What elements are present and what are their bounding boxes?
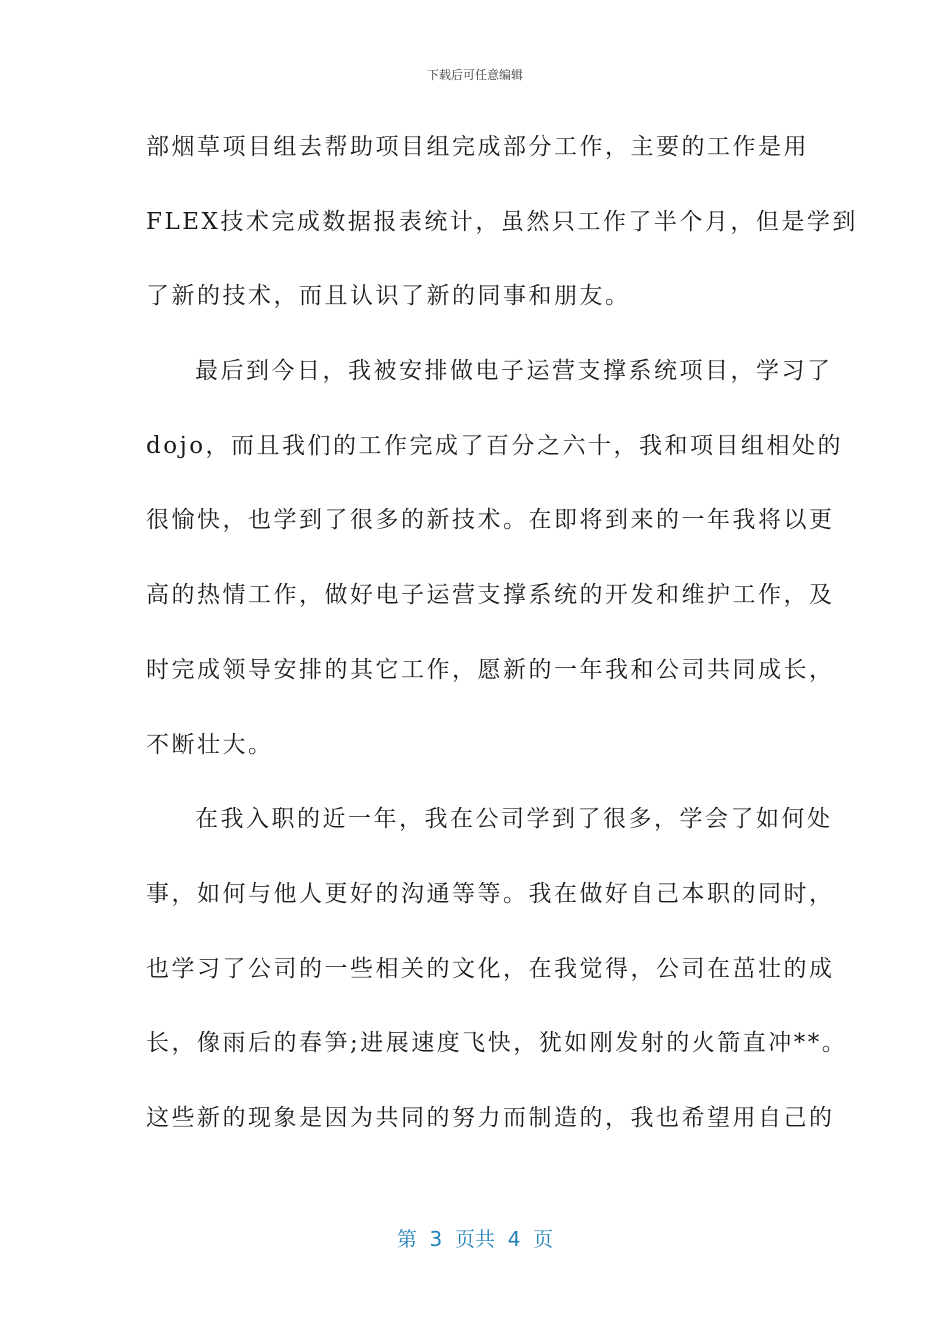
header-note: 下载后可任意编辑 <box>426 68 523 82</box>
text-line: 在我入职的近一年，我在公司学到了很多，学会了如何处 <box>195 806 833 833</box>
text-line: 这些新的现象是因为共同的努力而制造的，我也希望用自己的 <box>146 1104 835 1131</box>
text-line: 也学习了公司的一些相关的文化，在我觉得，公司在茁壮的成 <box>146 955 835 982</box>
page-number-footer: 第 3 页共 4 页 <box>396 1227 554 1251</box>
text-line: 很愉快，也学到了很多的新技术。在即将到来的一年我将以更 <box>146 507 835 534</box>
text-line: 事，如何与他人更好的沟通等等。我在做好自己本职的同时， <box>146 880 835 907</box>
text-line: dojo，而且我们的工作完成了百分之六十，我和项目组相处的 <box>146 432 844 459</box>
text-line: FLEX技术完成数据报表统计，虽然只工作了半个月，但是学到 <box>146 208 858 235</box>
text-line: 部烟草项目组去帮助项目组完成部分工作，主要的工作是用 <box>146 134 809 160</box>
text-line: 最后到今日，我被安排做电子运营支撑系统项目，学习了 <box>195 358 833 385</box>
text-line: 高的热情工作，做好电子运营支撑系统的开发和维护工作，及 <box>146 582 835 609</box>
document-body <box>146 127 858 1173</box>
text-line: 了新的技术，而且认识了新的同事和朋友。 <box>146 283 631 310</box>
text-line: 不断壮大。 <box>146 731 274 758</box>
text-line: 长，像雨后的春笋;进展速度飞快，犹如刚发射的火箭直冲**。 <box>146 1030 848 1057</box>
text-line: 时完成领导安排的其它工作，愿新的一年我和公司共同成长， <box>146 656 835 683</box>
